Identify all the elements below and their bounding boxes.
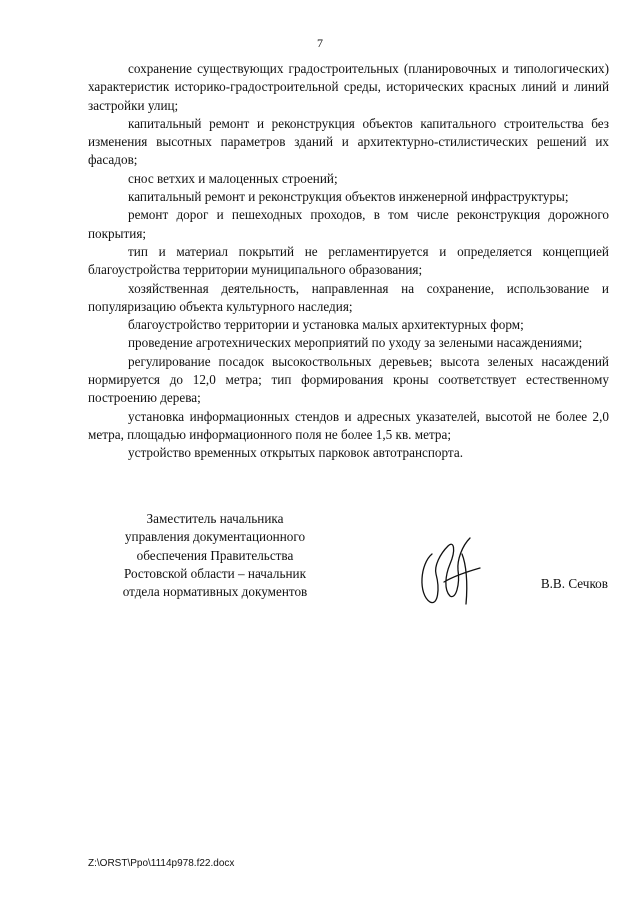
page-number: 7	[317, 36, 323, 50]
paragraph: капитальный ремонт и реконструкция объектов инженерной инфраструктуры;	[128, 189, 569, 205]
signatory-title-line: отдела нормативных документов	[122, 584, 308, 600]
paragraph: проведение агротехнических мероприятий по уходу за зелеными насаждениями;	[128, 335, 583, 351]
handwritten-signature	[410, 524, 490, 614]
signatory-title	[100, 510, 330, 601]
paragraph: хозяйственная деятельность, направленная на сохранение, использование и популяризацию объекта культурного наследия;	[88, 280, 609, 314]
paragraph: тип и материал покрытий не регламентируется и определяется концепцией благоустройства территории муниципального образования;	[88, 243, 609, 278]
paragraph: сохранение существующих градостроительных (планировочных и типологических) характеристик историко-градостроительной среды, исторических красных линий и линий застройки улиц;	[88, 61, 609, 113]
paragraph: установка информационных стендов и адресных указателей, высотой не более 2,0 метра, площадью информационного поля не более 1,5 кв. метра;	[88, 408, 609, 442]
paragraph: благоустройство территории и установка малых архитектурных форм;	[128, 317, 524, 333]
paragraph: капитальный ремонт и реконструкция объектов капитального строительства без изменения высотных параметров зданий и архитектурно-стилистических решений их фасадов;	[88, 115, 609, 168]
signatory-name: В.В. Сечков	[540, 576, 608, 591]
paragraph: регулирование посадок высокоствольных деревьев; высота зеленых насаждений нормируется до 12,0 метра; тип формирования кроны соответствует естественному построению дерева;	[88, 353, 609, 406]
paragraph: устройство временных открытых парковок автотранспорта.	[128, 445, 464, 461]
signatory-title-line: Заместитель начальника	[146, 511, 284, 526]
paragraph: ремонт дорог и пешеходных проходов, в том числе реконструкция дорожного покрытия;	[88, 207, 609, 241]
signatory-title-line: Ростовской области – начальник	[123, 565, 307, 581]
file-path: Z:\ORST\Ppo\1114p978.f22.docx	[88, 858, 235, 869]
paragraph: снос ветхих и малоценных строений;	[128, 170, 338, 186]
signatory-title-line: управления документационного	[124, 529, 306, 545]
signatory-title-line: обеспечения Правительства	[136, 547, 294, 563]
document-body	[88, 60, 609, 463]
